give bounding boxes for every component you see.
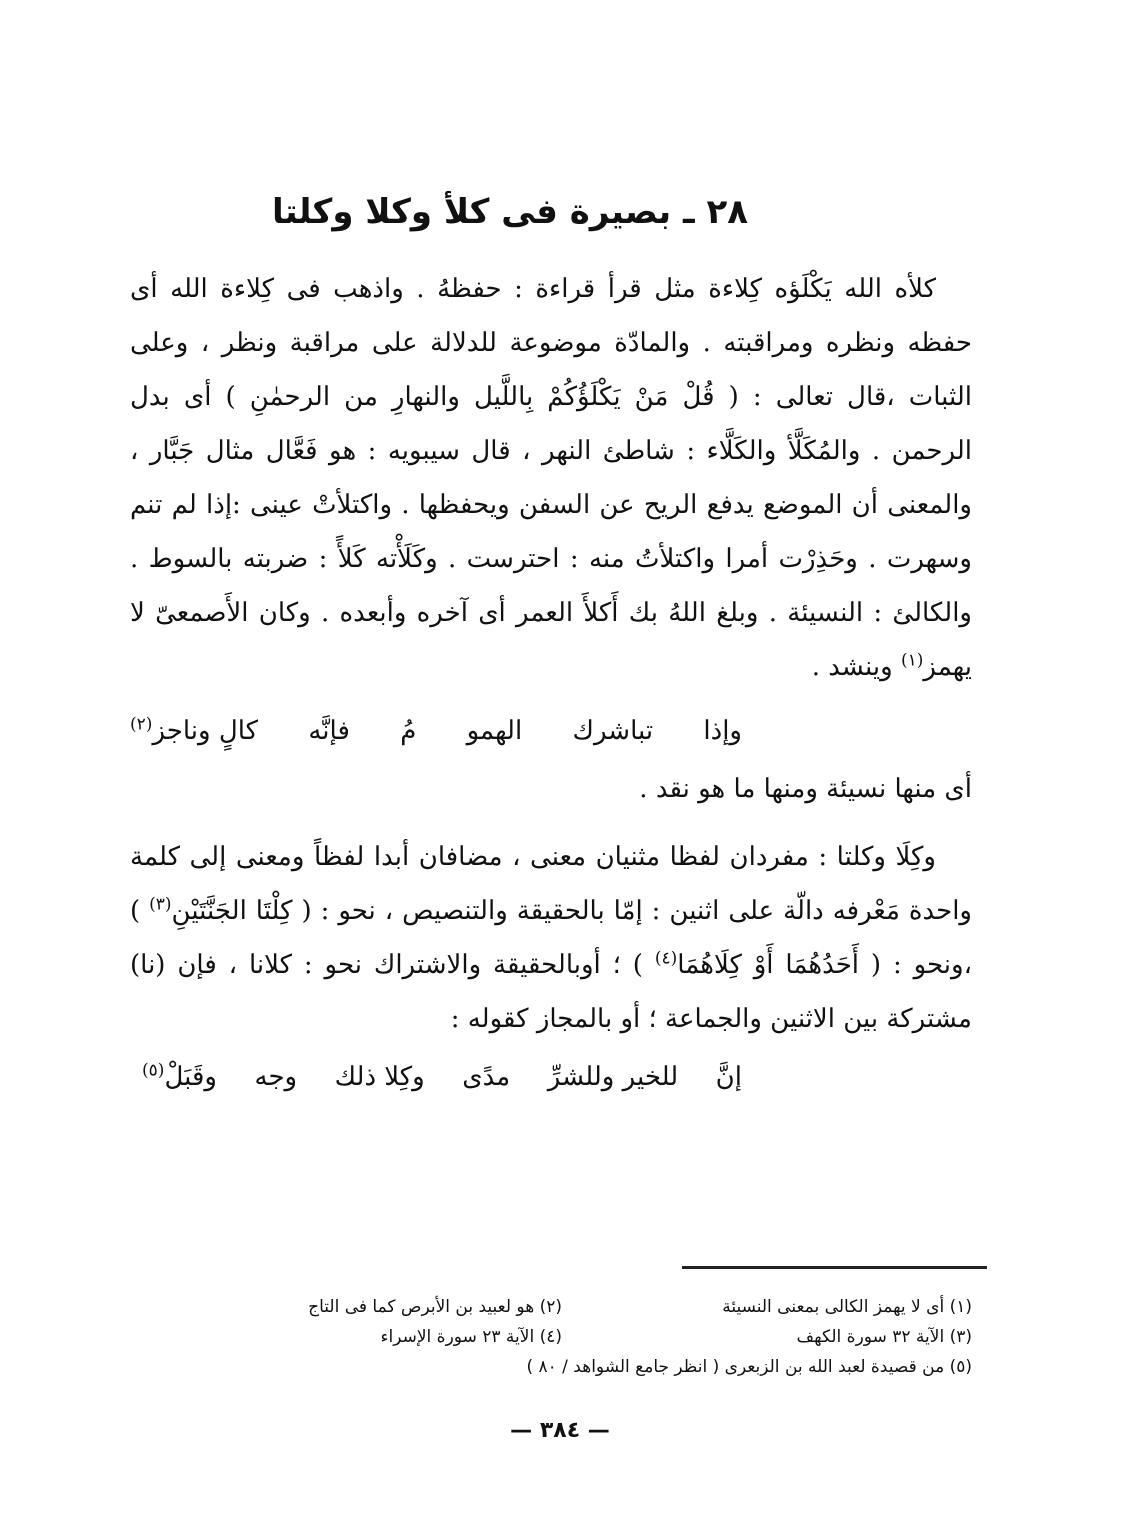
verse-2-word: وجه: [254, 1062, 298, 1092]
footnote-ref-5: (٥): [142, 1060, 165, 1081]
footnote-ref-2: (٢): [130, 714, 153, 735]
footnote-row: [152, 1322, 972, 1352]
verse-1-word: الهمو: [466, 716, 523, 746]
footnote-3: (٣) الآية ٣٢ سورة الكهف: [796, 1327, 972, 1347]
footnote-5: (٥) من قصيدة لعبد الله بن الزبعرى ( انظر جامع الشواهد / ٨٠ ): [526, 1357, 972, 1377]
footnote-ref-1: (١): [900, 650, 924, 671]
verse-2-word: وكِلا ذلك: [334, 1062, 425, 1092]
paragraph-kala-text: كلأه الله يَكْلَؤه كِلاءة مثل قرأ قراءة : حفظهُ . واذهب فى كِلاءة الله أى حفظه ونظره ومراقبته . والمادّة موضوعة للدلالة على مراقبة ونظر ، وعلى الثبات ،قال تعالى : ( قُلْ مَنْ يَكْلَؤُكُمْ بِاللَّيل والنهارِ من الرحمٰنِ ) أى بدل الرحمن . والمُكَلَّأ والكَلَّاء : شاطئ النهر ، قال سيبويه : هو فَعَّال مثال جَبَّار ، والمعنى أن الموضع يدفع الريح عن السفن ويحفظها . واكتلأتْ عينى :إذا لم تنم وسهرت . وحَذِرْت أمرا واكتلأتُ منه : احترست . وكَلَأْته كَلأً : ضربته بالسوط . والكالئ : النسيئة . وبلغ اللهُ بك أَكلأَ العمر أى آخره وأبعده . وكان الأَصمعىّ لا يهمز: [130, 274, 972, 682]
verse-2: [142, 1050, 972, 1104]
verse-1-word: تباشرك: [572, 716, 654, 746]
paragraph-kala: [130, 262, 972, 694]
verse-2-word: وقَبَلْ: [164, 1062, 217, 1092]
verse-2-ending: [142, 1050, 217, 1104]
verse-1-word: مُ: [400, 716, 417, 746]
verse-1-explanation: أى منها نسيئة ومنها ما هو نقد .: [639, 774, 972, 804]
footnote-1: (١) أى لا يهمز الكالى بمعنى النسيئة: [722, 1297, 972, 1317]
chapter-title: ٢٨ ـ بصيرة فى كلأ وكلا وكلتا: [272, 192, 748, 232]
footnote-row: [152, 1292, 972, 1322]
footnote-4: (٤) الآية ٢٣ سورة الإسراء: [380, 1327, 562, 1347]
page-number: — ٣٨٤ —: [510, 1418, 610, 1443]
section-gap: [130, 816, 972, 830]
footnotes: [152, 1292, 972, 1382]
paragraph-kala-end: وينشد .: [811, 652, 901, 682]
verse-2-word: للخير وللشرِّ: [547, 1062, 679, 1092]
paragraph-kila-text-c: ) ؛ أوبالحقيقة والاشتراك نحو : كلانا ، فإن (نا) مشتركة بين الاثنين والجماعة ؛ أو بالمجاز كقوله :: [130, 950, 972, 1034]
verse-1-ending: [130, 704, 258, 758]
verse-1: [130, 704, 972, 758]
paragraph-kila-text-b: ) ،ونحو : ( أَحَدُهُمَا أَوْ كِلَاهُمَا: [130, 896, 972, 980]
verse-1-word: فإنَّه: [308, 716, 350, 746]
verse-2-word: إنَّ: [715, 1062, 742, 1092]
footnote-ref-4: (٤): [654, 948, 678, 969]
footnote-2: (٢) هو لعبيد بن الأبرص كما فى التاج: [308, 1297, 562, 1317]
paragraph-kila-text-a: وكِلَا وكلتا : مفردان لفظا مثنيان معنى ، مضافان أبدا لفظاً ومعنى إلى كلمة واحدة مَعْرفه دالّة على اثنين : إمّا بالحقيقة والتنصيص ، نحو : ( كِلْتَا الجَنَّتَيْنِ: [130, 842, 972, 926]
verse-1-word: كالٍ وناجز: [152, 716, 259, 746]
footnote-separator: [682, 1266, 987, 1269]
footnote-ref-3: (٣): [149, 894, 172, 915]
verse-1-word: وإذا: [703, 716, 742, 746]
paragraph-kila-kilta: [130, 830, 972, 1046]
verse-2-word: مدًى: [462, 1062, 511, 1092]
body-text: [130, 262, 972, 1108]
